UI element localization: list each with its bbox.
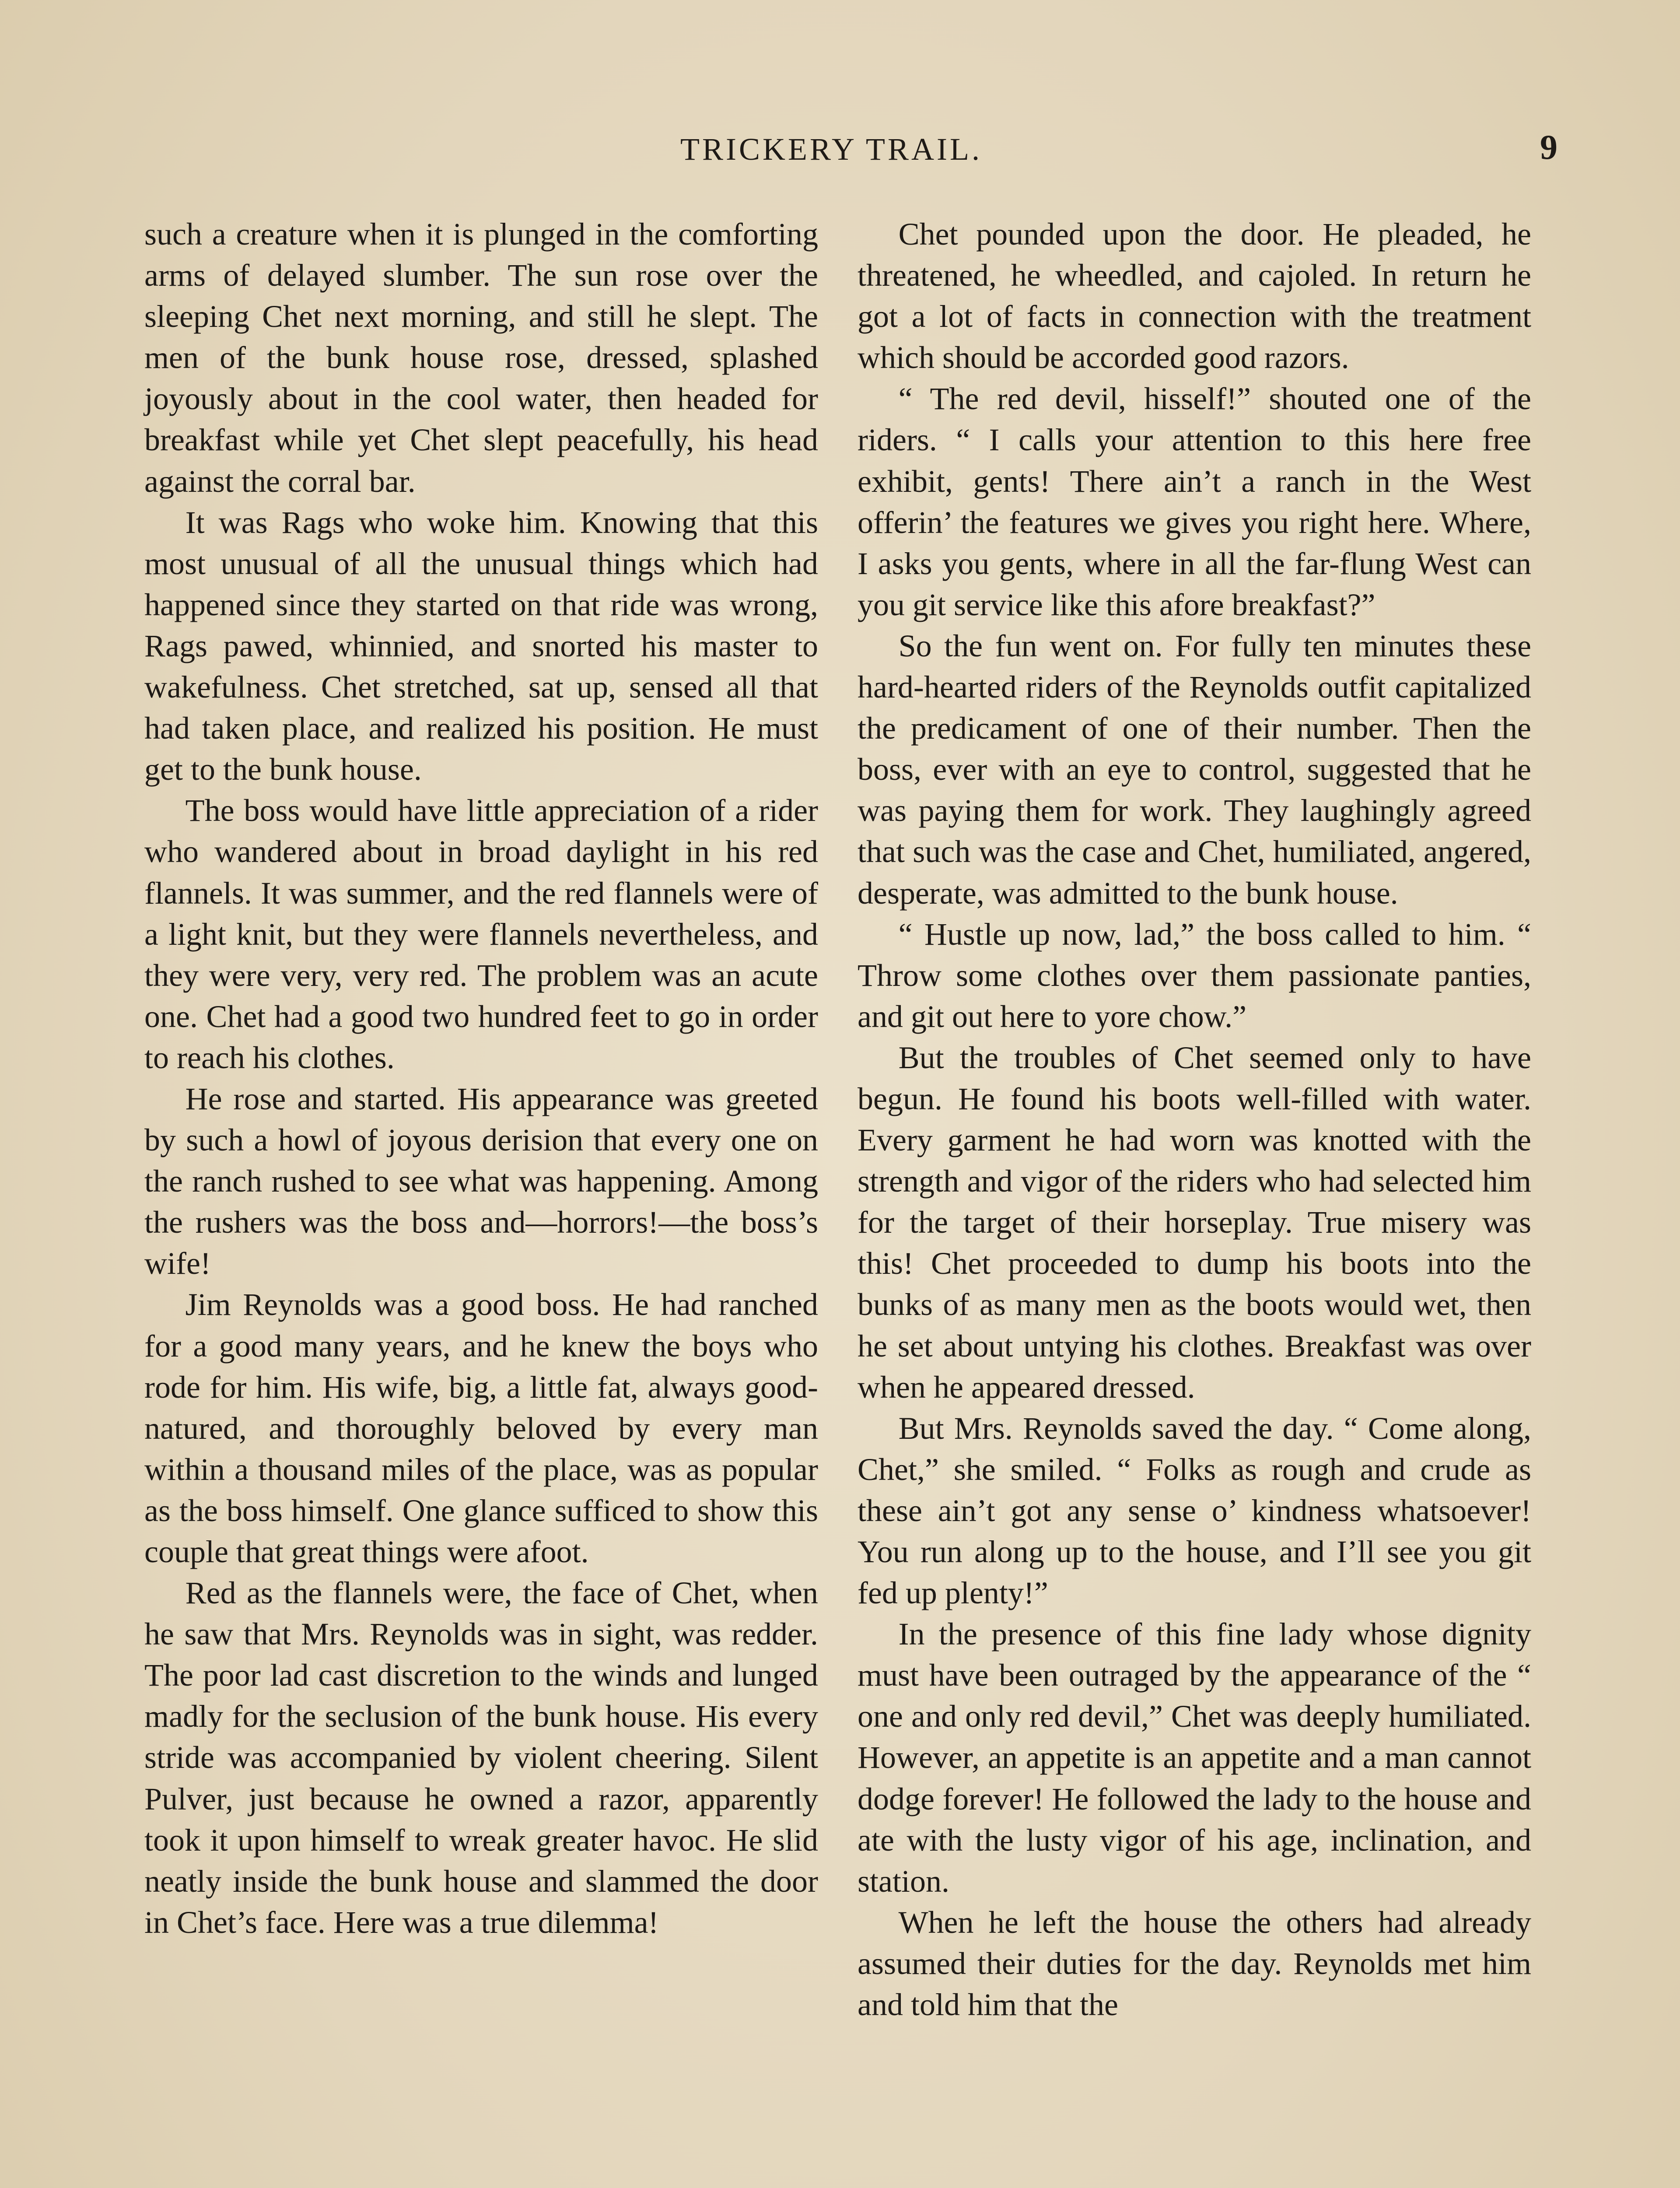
- paragraph: He rose and started. His appearance was greeted by such a howl of joyous derision that every one on the ranch rushed to see what was happening. Among the rushers was the boss and—horrors!—the boss’s wife!: [144, 1081, 818, 1281]
- right-column: [858, 214, 1531, 2025]
- paragraph: “ Hustle up now, lad,” the boss called to him. “ Throw some clothes over them passionate panties, and git out here to yore chow.”: [858, 916, 1531, 1034]
- page-number: 9: [1540, 128, 1558, 167]
- paragraph: It was Rags who woke him. Knowing that this most unusual of all the unusual things which had happened since they started on that ride was wrong, Rags pawed, whinnied, and snorted his master to wakefulness. Chet stretched, sat up, sensed all that had taken place, and realized his position. He must get to the bunk house.: [144, 505, 818, 787]
- paragraph: But the troubles of Chet seemed only to have begun. He found his boots well-filled with water. Every garment he had worn was knotted with the strength and vigor of the riders who had selected him for the target of their horseplay. True misery was this! Chet proceeded to dump his boots into the bunks of as many men as the boots would wet, then he set about untying his clothes. Breakfast was over when he appeared dressed.: [858, 1040, 1531, 1405]
- paragraph: Red as the flannels were, the face of Chet, when he saw that Mrs. Reynolds was in sight, was redder. The poor lad cast discretion to the winds and lunged madly for the seclusion of the bunk house. His every stride was accompanied by violent cheering. Silent Pulver, just because he owned a razor, apparently took it upon himself to wreak greater havoc. He slid neatly inside the bunk house and slammed the door in Chet’s face. Here was a true dilemma!: [144, 1575, 818, 1940]
- paragraph: So the fun went on. For fully ten minutes these hard-hearted riders of the Reynolds outfit capitalized the predicament of one of their number. Then the boss, ever with an eye to control, suggested that he was paying them for work. They laughingly agreed that such was the case and Chet, humiliated, angered, desperate, was admitted to the bunk house.: [858, 628, 1531, 911]
- paragraph: Jim Reynolds was a good boss. He had ranched for a good many years, and he knew the boys who rode for him. His wife, big, a little fat, always good-natured, and thoroughly beloved by every man within a thousand miles of the place, was as popular as the boss himself. One glance sufficed to show this couple that great things were afoot.: [144, 1287, 818, 1569]
- paragraph: In the presence of this fine lady whose dignity must have been outraged by the appearance of the “ one and only red devil,” Chet was deeply humiliated. However, an appetite is an appetite and a man cannot dodge forever! He followed the lady to the house and ate with the lusty vigor of his age, inclination, and station.: [858, 1616, 1531, 1899]
- paragraph: such a creature when it is plunged in the comforting arms of delayed slumber. The sun rose over the sleeping Chet next morning, and still he slept. The men of the bunk house rose, dressed, splashed joyously about in the cool water, then headed for breakfast while yet Chet slept peacefully, his head against the corral bar.: [144, 217, 818, 499]
- paragraph: The boss would have little appreciation of a rider who wandered about in broad daylight in his red flannels. It was summer, and the red flannels were of a light knit, but they were flannels nevertheless, and they were very, very red. The problem was an acute one. Chet had a good two hundred feet to go in order to reach his clothes.: [144, 793, 818, 1075]
- paragraph: Chet pounded upon the door. He pleaded, he threatened, he wheedled, and cajoled. In return he got a lot of facts in connection with the treatment which should be accorded good razors.: [858, 217, 1531, 375]
- running-title: TRICKERY TRAIL.: [680, 132, 982, 167]
- left-column: [144, 214, 818, 1943]
- paragraph: When he left the house the others had already assumed their duties for the day. Reynolds met him and told him that the: [858, 1904, 1531, 2023]
- paragraph: But Mrs. Reynolds saved the day. “ Come along, Chet,” she smiled. “ Folks as rough and crude as these ain’t got any sense o’ kindness whatsoever! You run along up to the house, and I’ll see you git fed up plenty!”: [858, 1410, 1531, 1611]
- paragraph: “ The red devil, hisself!” shouted one of the riders. “ I calls your attention to this here free exhibit, gents! There ain’t a ranch in the West offerin’ the features we gives you right here. Where, I asks you gents, where in all the far-flung West can you git service like this afore breakfast?”: [858, 381, 1531, 622]
